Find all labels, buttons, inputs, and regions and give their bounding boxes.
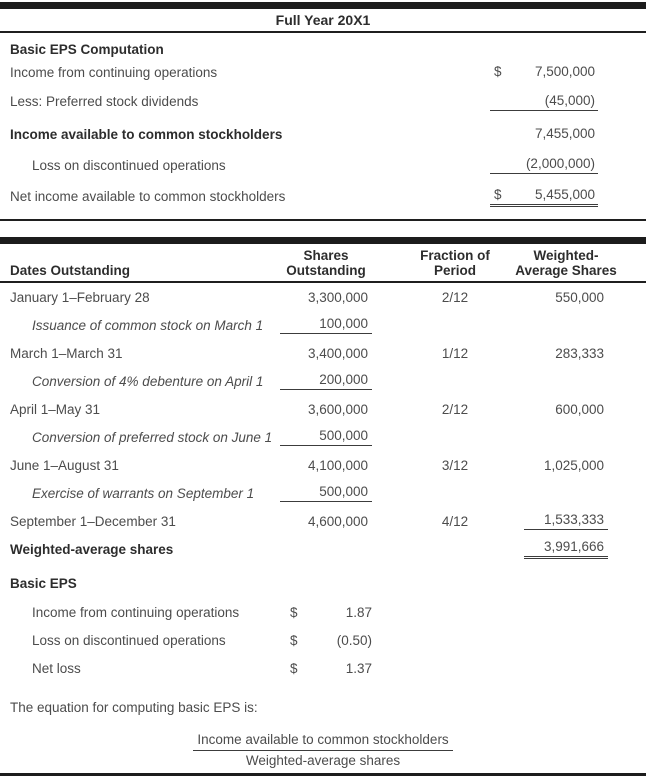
weighted-cell: 1,025,000 [543,457,604,473]
shares-cell: 3,600,000 [307,401,368,417]
table-row [0,58,646,87]
shares-cell: 100,000 [280,316,372,334]
section-heading-basic-eps-computation: Basic EPS Computation [10,42,164,57]
header-label: Weighted- [533,248,599,263]
currency-symbol: $ [494,64,502,79]
shares-cell: 4,100,000 [307,457,368,473]
table-header-row [0,244,617,281]
dates-cell: April 1–May 31 [10,401,101,417]
currency-symbol: $ [290,632,298,648]
eps-value: 1.37 [345,660,372,676]
eps-schedule-page [0,2,646,781]
table-row [0,87,646,116]
section1-bottom-rule [0,219,646,221]
amount-value: 7,455,000 [534,126,595,141]
column-header-weighted-average-shares [515,248,617,278]
basic-eps-rows [0,598,646,682]
column-header-fraction-of-period [372,248,524,278]
amount-cell [490,126,598,143]
table-row [0,626,646,654]
table-row [0,149,646,181]
amount-cell [490,64,598,81]
row-label: Income from continuing operations [32,604,240,620]
header-label: Average Shares [515,263,617,278]
section-heading-basic-eps: Basic EPS [10,576,77,591]
header-label: Period [433,263,476,278]
weighted-cell: 1,533,333 [524,512,608,530]
fraction-cell: 2/12 [441,289,469,305]
bottom-rule [0,773,646,776]
amount-cell [490,156,598,174]
dates-cell: January 1–February 28 [10,289,150,305]
table-row [0,181,646,212]
amount-cell [490,93,598,111]
table-row [0,535,608,563]
table-row [0,339,608,367]
table-row [0,479,608,507]
equation-denominator: Weighted-average shares [245,753,401,768]
eps-value: 1.87 [345,604,372,620]
dates-cell: Issuance of common stock on March 1 [32,317,264,333]
table-row [0,451,608,479]
header-label: Outstanding [286,263,366,278]
fraction-cell: 1/12 [441,345,469,361]
fraction-cell: 2/12 [441,401,469,417]
weighted-cell: 550,000 [555,289,604,305]
table2-top-rule-thick [0,237,646,244]
top-rule-thick [0,2,646,9]
dates-cell: Conversion of preferred stock on June 1 [32,429,273,445]
shares-cell: 4,600,000 [307,513,368,529]
weighted-cell: 283,333 [555,345,604,361]
dates-cell: March 1–March 31 [10,345,123,361]
weighted-cell: 3,991,666 [524,539,608,559]
eps-equation [0,732,646,769]
header-label: Shares [303,248,349,263]
dates-cell: Conversion of 4% debenture on April 1 [32,373,264,389]
table-row [0,283,608,311]
table-row [0,423,608,451]
row-label: Income available to common stockholders [10,127,283,142]
row-label: Loss on discontinued operations [32,157,226,173]
dates-cell: Exercise of warrants on September 1 [32,485,255,501]
shares-cell: 500,000 [280,484,372,502]
table-row [0,654,646,682]
table-row [0,367,608,395]
shares-cell: 200,000 [280,372,372,390]
table-row [0,395,608,423]
page-title: Full Year 20X1 [275,12,371,28]
row-label: Net income available to common stockholders [10,189,286,204]
column-header-shares-outstanding [280,248,372,278]
currency-symbol: $ [290,660,298,676]
shares-cell: 3,300,000 [307,289,368,305]
title-rule [0,31,646,33]
amount-value: (45,000) [544,92,595,108]
table-row [0,598,646,626]
equation-numerator: Income available to common stockholders [193,732,452,751]
dates-cell: September 1–December 31 [10,513,176,529]
currency-symbol: $ [290,604,298,620]
table-row [0,507,608,535]
equation-intro-text: The equation for computing basic EPS is: [10,700,258,715]
eps-value: (0.50) [336,632,372,648]
dates-cell: June 1–August 31 [10,457,119,473]
table-row [0,116,646,149]
header-label: Dates Outstanding [10,263,131,278]
amount-value: 5,455,000 [534,186,595,202]
column-header-dates-outstanding [0,248,280,278]
row-label: Income from continuing operations [10,65,218,80]
dates-cell: Weighted-average shares [10,541,174,557]
row-label: Less: Preferred stock dividends [10,94,199,109]
amount-value: (2,000,000) [525,156,595,171]
shares-cell: 500,000 [280,428,372,446]
row-label: Net loss [32,660,81,676]
shares-cell: 3,400,000 [307,345,368,361]
table-row [0,311,608,339]
fraction-cell: 4/12 [441,513,469,529]
amount-value: 7,500,000 [534,64,595,79]
fraction-cell: 3/12 [441,457,469,473]
header-label: Fraction of [420,248,490,263]
currency-symbol: $ [494,186,502,202]
weighted-cell: 600,000 [555,401,604,417]
row-label: Loss on discontinued operations [32,632,226,648]
amount-cell [490,187,598,207]
